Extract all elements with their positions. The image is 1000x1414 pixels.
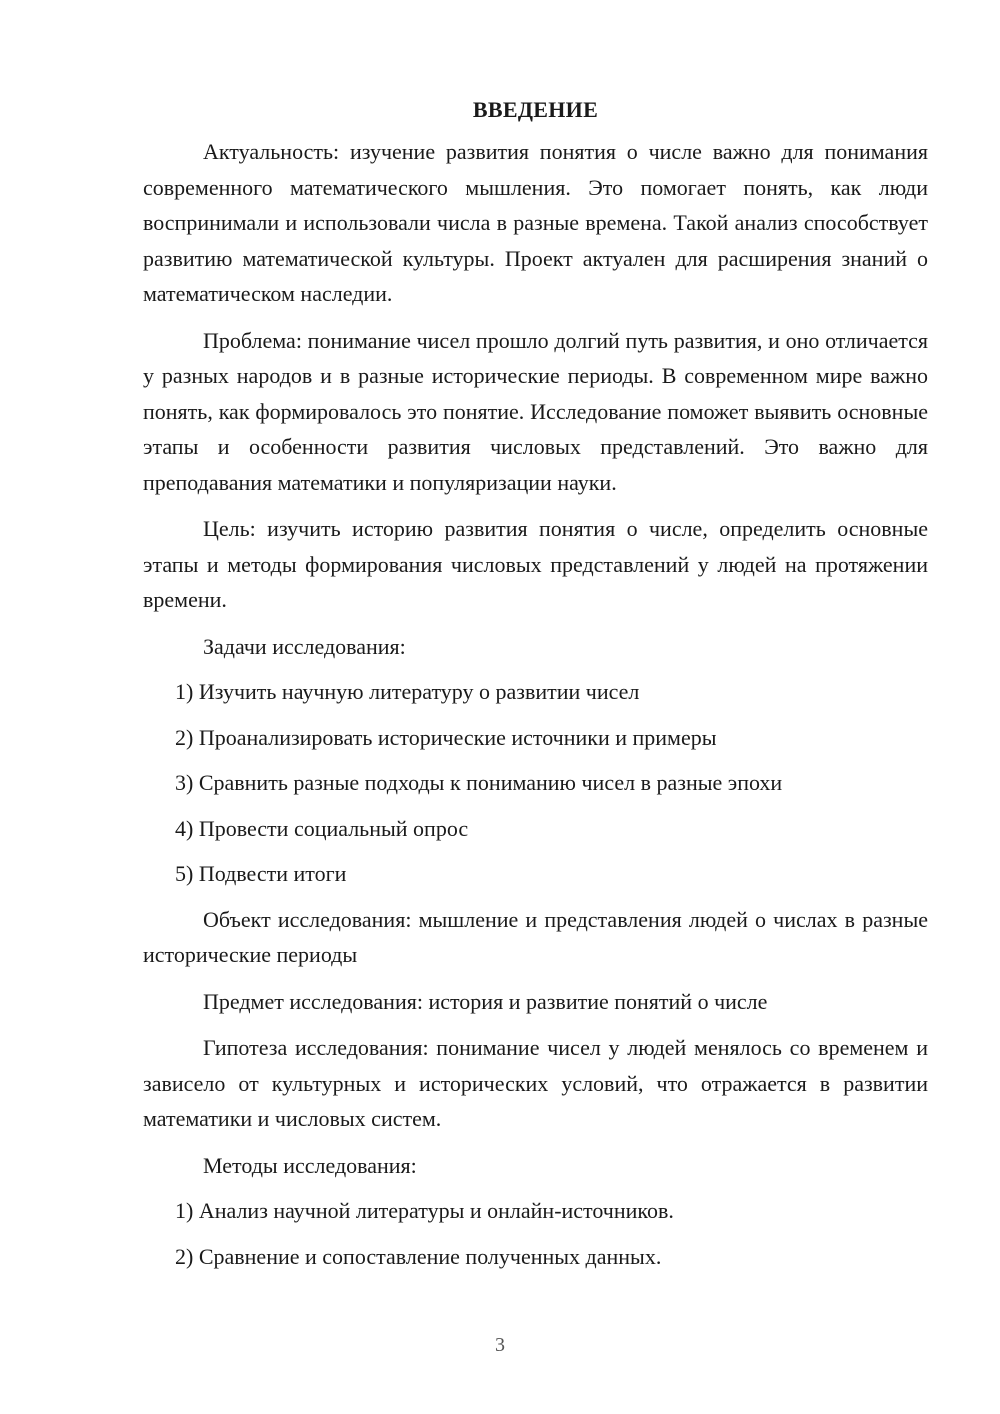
relevance-paragraph: Актуальность: изучение развития понятия о числе важно для понимания современного математического мышления. Это помогает понять, как люди воспринимали и использовали числа в разные времена. Такой анализ способствует развитию математической культуры. Проект актуален для расширения знаний о математическом наследии.	[143, 139, 928, 306]
list-item: 4) Провести социальный опрос	[175, 815, 469, 841]
problem-paragraph: Проблема: понимание чисел прошло долгий путь развития, и оно отличается у разных народов и в разные исторические периоды. В современном мире важно понять, как формировалось это понятие. Исследование поможет выявить основные этапы и особенности развития числовых представлений. Это важно для преподавания математики и популяризации науки.	[143, 327, 928, 495]
document-page	[143, 96, 928, 1284]
hypothesis-paragraph: Гипотеза исследования: понимание чисел у людей менялось со временем и зависело от культурных и исторических условий, что отражается в развитии математики и числовых систем.	[143, 1035, 928, 1131]
object-paragraph: Объект исследования: мышление и представления людей о числах в разные исторические периоды	[143, 906, 928, 967]
methods-label: Методы исследования:	[203, 1152, 417, 1178]
subject-paragraph: Предмет исследования: история и развитие понятий о числе	[203, 988, 768, 1014]
page-title: ВВЕДЕНИЕ	[472, 97, 599, 122]
list-item: 2) Проанализировать исторические источники и примеры	[175, 724, 717, 750]
page-number: 3	[495, 1334, 505, 1356]
list-item: 1) Изучить научную литературу о развитии чисел	[175, 679, 640, 704]
list-item: 5) Подвести итоги	[175, 861, 347, 886]
goal-paragraph: Цель: изучить историю развития понятия о числе, определить основные этапы и методы формирования числовых представлений у людей на протяжении времени.	[143, 516, 928, 612]
list-item: 3) Сравнить разные подходы к пониманию чисел в разные эпохи	[175, 770, 783, 795]
list-item: 1) Анализ научной литературы и онлайн-источников.	[175, 1198, 674, 1223]
tasks-label: Задачи исследования:	[203, 633, 406, 659]
list-item: 2) Сравнение и сопоставление полученных данных.	[175, 1243, 662, 1269]
